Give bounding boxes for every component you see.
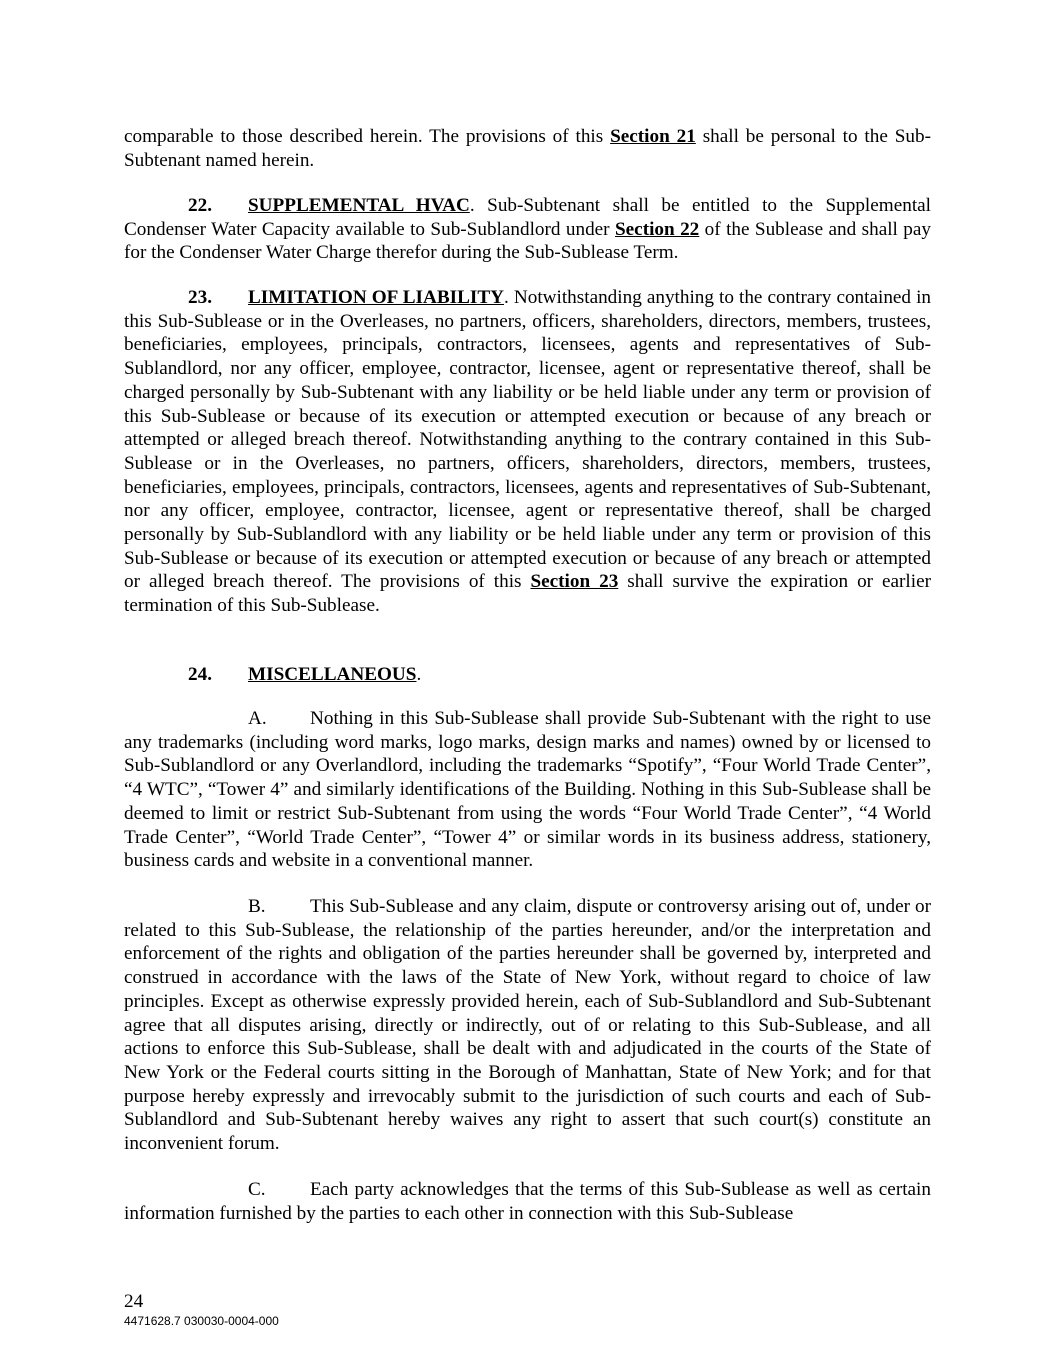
text: . Sub-Subtenant shall be entitled to the Supplemental Condenser Water Capacity available to Sub-Sublandlord under [124, 195, 931, 240]
text: . [416, 664, 422, 685]
subsection-label: C. [248, 1179, 266, 1200]
text: This Sub-Sublease and any claim, dispute or controversy arising out of, under or related to this Sub-Sublease, the relationship of the parties hereunder, and/or the interpretation and enforcement of the rights and obligation of the parties hereunder shall be governed by, interpreted and construed in accordance with the laws of the State of New York, without regard to choice of law principles. Except as otherwise expressly provided herein, each of Sub-Sublandlord and Sub-Subtenant agree that all disputes arising, directly or indirectly, out of or relating to this Sub-Sublease, and all actions to enforce this Sub-Sublease, shall be dealt with and adjudicated in the courts of the State of New York or the Federal courts sitting in the Borough of Manhattan, State of New York; and for that purpose hereby expressly and irrevocably submit to the jurisdiction of such courts and each of Sub-Sublandlord and Sub-Subtenant hereby waives any right to assert that such court(s) constitute an inconvenient forum. [124, 896, 931, 1155]
paragraph-section-21-continuation [124, 125, 931, 172]
section-23-reference: Section 23 [530, 571, 619, 593]
paragraph-24-c [124, 1178, 931, 1225]
document-id: 4471628.7 030030-0004-000 [124, 1314, 279, 1328]
section-number: 23. [188, 287, 212, 308]
section-heading: MISCELLANEOUS [248, 664, 417, 685]
text: shall be personal to the Sub-Subtenant named herein. [124, 126, 931, 171]
text: Each party acknowledges that the terms of this Sub-Sublease as well as certain information furnished by the parties to each other in connection with this Sub-Sublease [124, 1179, 931, 1224]
paragraph-section-23 [124, 286, 931, 618]
subsection-label: A. [248, 708, 267, 729]
paragraph-section-22 [124, 194, 931, 265]
section-heading: LIMITATION OF LIABILITY [248, 287, 505, 308]
paragraph-section-24 [124, 663, 931, 687]
section-22-reference: Section 22 [614, 218, 700, 240]
text: shall survive the expiration or earlier termination of this Sub-Sublease. [124, 571, 931, 617]
paragraph-24-b [124, 895, 931, 1156]
text: Nothing in this Sub-Sublease shall provide Sub-Subtenant with the right to use any trademarks (including word marks, logo marks, design marks and names) owned by or licensed to Sub-Sublandlord or any Overlandlord, including the trademarks “Spotify”, “Four World Trade Center”, “4 WTC”, “Tower 4” and similarly identifications of the Building. Nothing in this Sub-Sublease shall be deemed to limit or restrict Sub-Subtenant from using the words “Four World Trade Center”, “4 World Trade Center”, “World Trade Center”, “Tower 4” or similar words in its business address, stationery, business cards and website in a conventional manner. [124, 708, 931, 872]
paragraph-24-a [124, 707, 931, 873]
section-21-reference: Section 21 [610, 126, 696, 147]
section-number: 22. [188, 195, 212, 216]
section-heading: SUPPLEMENTAL HVAC [248, 195, 470, 216]
text: comparable to those described herein. The provisions of this [124, 126, 611, 147]
text: of the Sublease and shall pay for the Condenser Water Charge therefor during the Sub-Sublease Term. [124, 218, 931, 264]
section-number: 24. [188, 664, 212, 685]
subsection-label: B. [248, 896, 266, 917]
page-number: 24 [124, 1291, 144, 1312]
text: . Notwithstanding anything to the contrary contained in this Sub-Sublease or in the Overleases, no partners, officers, shareholders, directors, members, trustees, beneficiaries, employees, principals, contractors, licensees, agents and representatives of Sub-Sublandlord, nor any officer, employee, contractor, licensee, agent or representative thereof, shall be charged personally by Sub-Subtenant with any liability or be held liable under any term or provision of this Sub-Sublease or because of its execution or attempted execution or because of any breach or attempted or alleged breach thereof. Notwithstanding anything to the contrary contained in this Sub-Sublease or in the Overleases, no partners, officers, shareholders, directors, members, trustees, beneficiaries, employees, principals, contractors, licensees, agents and representatives of Sub-Subtenant, nor any officer, employee, contractor, licensee, agent or representative thereof, shall be charged personally by Sub-Sublandlord with any liability or be held liable under any term or provision of this Sub-Sublease or because of its execution or attempted execution or because of any breach or attempted or alleged breach thereof. The provisions of this [124, 287, 931, 593]
